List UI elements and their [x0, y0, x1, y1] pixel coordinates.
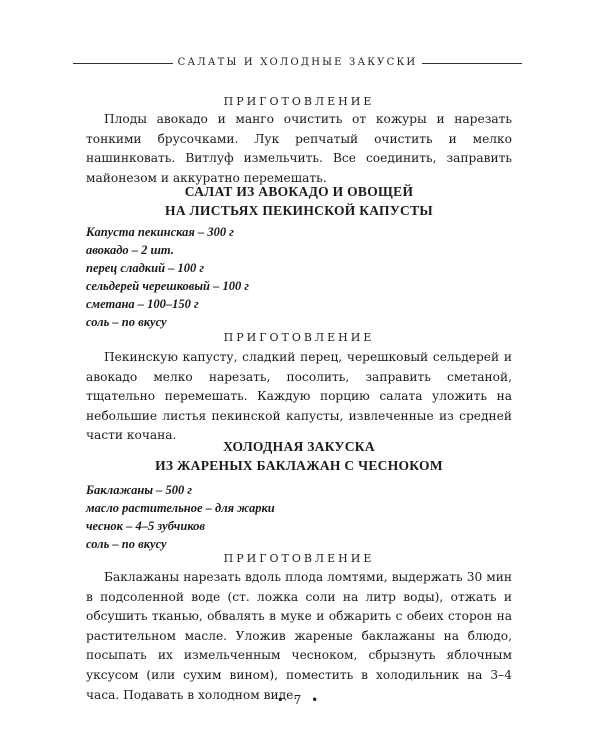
ingredient-item: Баклажаны – 500 г — [86, 483, 193, 497]
recipe-2-title — [86, 437, 512, 475]
recipe-1-ingredients — [86, 223, 466, 331]
recipe-1-title-line-2: НА ЛИСТЬЯХ ПЕКИНСКОЙ КАПУСТЫ — [165, 203, 433, 218]
ingredient-item: Капуста пекинская – 300 г — [86, 225, 234, 239]
running-head-rule-right — [422, 63, 522, 64]
running-head-title: САЛАТЫ И ХОЛОДНЫЕ ЗАКУСКИ — [177, 57, 418, 68]
ingredient-item: масло растительное – для жарки — [86, 501, 275, 515]
recipe-2-ingredients — [86, 481, 466, 553]
recipe-1-title — [86, 182, 512, 220]
ingredient-item: чеснок – 4–5 зубчиков — [86, 519, 206, 533]
recipe-1-method-text — [86, 348, 512, 446]
intro-paragraph: Плоды авокадо и манго очистить от кожуры и нарезать тонкими брусочками. Лук репчатый очистить и мелко нашинковать. Витлуф измельчить. Все соединить, заправить майонезом и аккуратно перемешать. — [86, 112, 512, 185]
ingredient-item: перец сладкий – 100 г — [86, 261, 205, 275]
recipe-2-paragraph: Баклажаны нарезать вдоль плода ломтями, выдержать 30 мин в подсоленной воде (ст. ложка соли на литр воды), отжать и обсушить тканью, обвалять в муке и обжарить с обеих сторон на растительном масле. Уложив жареные баклажаны на блюдо, посыпать их измельченным чесноком, сбрызнуть яблочным уксусом (или сухим вином), поместить в холодильник на 3–4 часа. Подавать в холодном виде. — [86, 570, 512, 702]
recipe-2-title-line-2: ИЗ ЖАРЕНЫХ БАКЛАЖАН С ЧЕСНОКОМ — [155, 458, 443, 473]
recipe-2-method-label: ПРИГОТОВЛЕНИЕ — [223, 552, 375, 565]
intro-method-label: ПРИГОТОВЛЕНИЕ — [223, 95, 375, 108]
recipe-2-title-line-1: ХОЛОДНАЯ ЗАКУСКА — [223, 439, 375, 454]
intro-method-text — [86, 110, 512, 188]
recipe-1-paragraph: Пекинскую капусту, сладкий перец, черешковый сельдерей и авокадо мелко нарезать, посолить, заправить сметаной, тщательно перемешать. Каждую порцию салата уложить на небольшие листья пекинской капусты, извлеченные из средней части кочана. — [86, 350, 512, 443]
ingredient-item: авокадо – 2 шт. — [86, 243, 174, 257]
recipe-1-method-label: ПРИГОТОВЛЕНИЕ — [223, 331, 375, 344]
ingredient-item: сметана – 100–150 г — [86, 297, 199, 311]
recipe-2-method-text — [86, 568, 512, 705]
recipe-1-title-line-1: САЛАТ ИЗ АВОКАДО И ОВОЩЕЙ — [184, 184, 414, 199]
ingredient-item: соль – по вкусу — [86, 537, 167, 551]
ingredient-item: соль – по вкусу — [86, 315, 167, 329]
ingredient-item: сельдерей черешковый – 100 г — [86, 279, 250, 293]
running-head — [73, 56, 522, 70]
page-number: • 7 • — [276, 693, 322, 707]
